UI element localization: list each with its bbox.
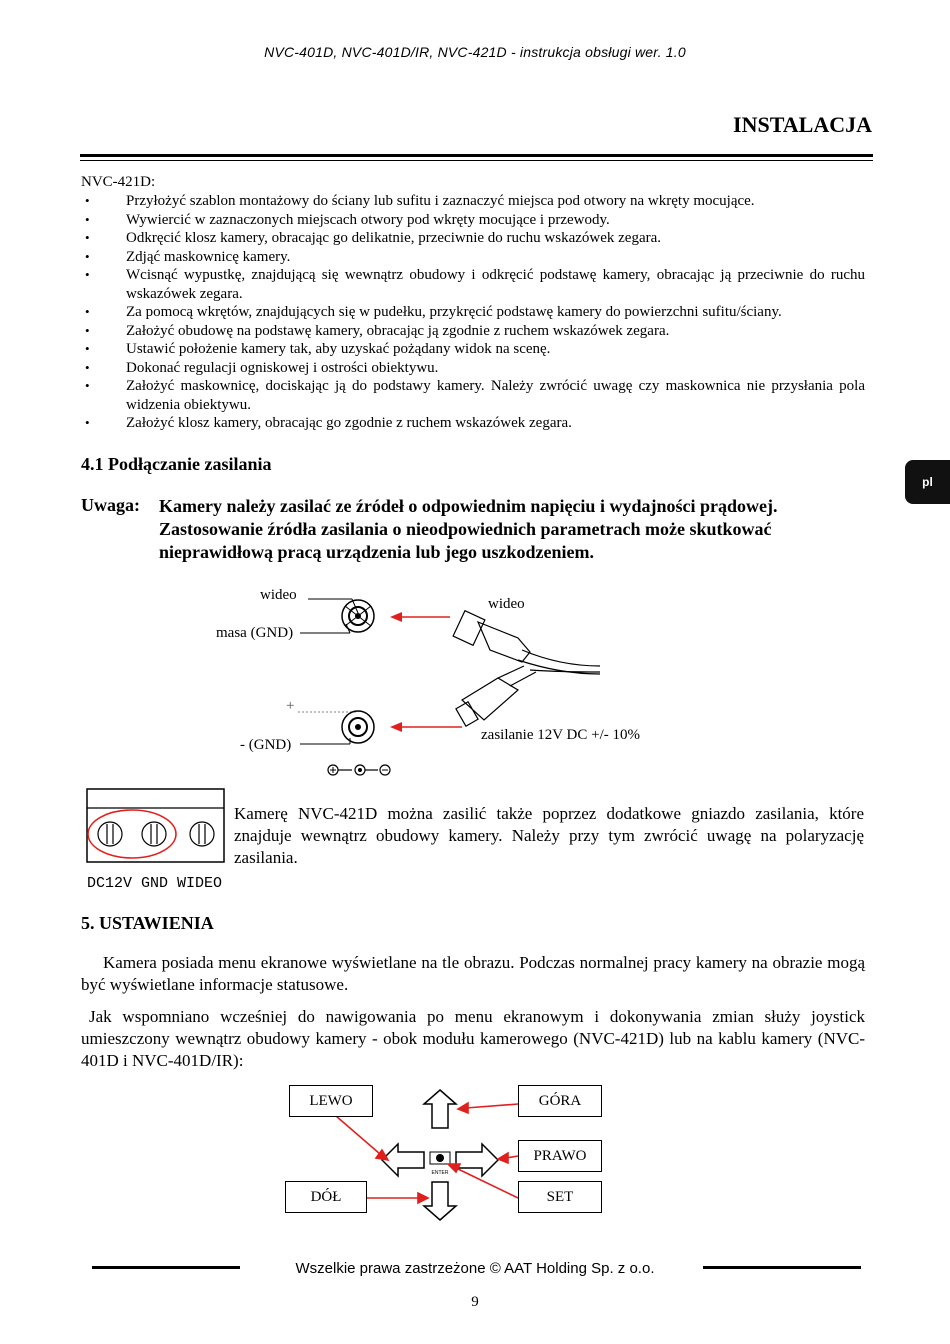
- label-up: GÓRA: [518, 1085, 602, 1117]
- list-item: • Wywiercić w zaznaczonych miejscach otwory pod wkręty mocujące i przewody.: [81, 211, 865, 230]
- header-rule-thick: [80, 154, 873, 157]
- list-item: • Ustawić położenie kamery tak, aby uzyskać pożądany widok na scenę.: [81, 340, 865, 359]
- label-video-right: wideo: [488, 596, 525, 612]
- polarity-symbol-icon: [328, 765, 390, 775]
- label-down: DÓŁ: [285, 1181, 367, 1213]
- label-gnd-bottom: - (GND): [240, 737, 292, 753]
- settings-heading: 5. USTAWIENIA: [81, 913, 214, 933]
- terminal-label: DC12V GND WIDEO: [87, 875, 223, 892]
- list-item: • Wcisnąć wypustkę, znajdującą się wewnątrz obudowy i odkręcić podstawę kamery, obracając ją przeciwnie do ruchu wskazówek zegara.: [81, 266, 865, 303]
- label-set: SET: [518, 1181, 602, 1213]
- page-number: 9: [471, 1294, 479, 1310]
- list-item: • Zdjąć maskownicę kamery.: [81, 248, 865, 267]
- section-title: INSTALACJA: [733, 112, 872, 137]
- arrow-up-icon: [424, 1090, 456, 1128]
- list-item: • Dokonać regulacji ogniskowej i ostrości obiektywu.: [81, 359, 865, 378]
- settings-paragraph-2: Jak wspomniano wcześniej do nawigowania po menu ekranowym i dokonywania zmian służy joystick umieszczony wewnątrz obudowy kamery - obok modułu kamerowego (NVC-421D) lub na kablu kamery (NVC-401D i NVC-401D/IR):: [81, 1007, 865, 1070]
- list-item: • Za pomocą wkrętów, znajdujących się w pudełku, przykręcić podstawę kamery do powierzchni sufitu/ściany.: [81, 303, 865, 322]
- footer-copyright: Wszelkie prawa zastrzeżone © AAT Holding Sp. z o.o.: [295, 1260, 655, 1277]
- arrow-left-icon: [390, 722, 462, 732]
- power-connector-icon: [342, 711, 374, 743]
- enter-label: ENTER: [431, 1170, 449, 1176]
- label-left: LEWO: [289, 1085, 373, 1117]
- language-tab: pl: [905, 460, 950, 504]
- list-item: • Założyć maskownicę, dociskając ją do podstawy kamery. Należy zwrócić uwagę czy maskownica nie przysłania pola widzenia obiektywu.: [81, 377, 865, 414]
- video-connector-icon: [342, 600, 374, 632]
- installation-steps: [81, 192, 865, 433]
- arrow-down-icon: [424, 1182, 456, 1220]
- list-item: • Przyłożyć szablon montażowy do ściany lub sufitu i zaznaczyć miejsca pod otwory na wkręty mocujące.: [81, 192, 865, 211]
- label-right: PRAWO: [518, 1140, 602, 1172]
- warning-text: Kamery należy zasilać ze źródeł o odpowiednim napięciu i wydajności prądowej. Zastosowanie źródła zasilania o nieodpowiednich parametrach może skutkować nieprawidłową pracą urządzenia lub jego uszkodzeniem.: [159, 496, 778, 562]
- cable-icon: [453, 611, 600, 726]
- list-item: • Założyć obudowę na podstawę kamery, obracając ją zgodnie z ruchem wskazówek zegara.: [81, 322, 865, 341]
- label-plus: +: [286, 698, 295, 714]
- settings-paragraph-1: Kamera posiada menu ekranowe wyświetlane na tle obrazu. Podczas normalnej pracy kamery na obrazie mogą być wyświetlane informacje statusowe.: [81, 953, 865, 994]
- label-gnd-top: masa (GND): [216, 625, 294, 641]
- label-video-left: wideo: [260, 587, 297, 603]
- running-header: NVC-401D, NVC-401D/IR, NVC-421D - instrukcja obsługi wer. 1.0: [264, 44, 686, 60]
- model-label: NVC-421D:: [81, 174, 156, 190]
- list-item: • Odkręcić klosz kamery, obracając go delikatnie, przeciwnie do ruchu wskazówek zegara.: [81, 229, 865, 248]
- list-item: • Założyć klosz kamery, obracając go zgodnie z ruchem wskazówek zegara.: [81, 414, 865, 433]
- header-rule-thin: [80, 160, 873, 161]
- terminal-paragraph: Kamerę NVC-421D można zasilić także poprzez dodatkowe gniazdo zasilania, które znajduje wewnątrz obudowy kamery. Należy przy tym zwrócić uwagę na polaryzację zasilania.: [234, 804, 864, 867]
- power-heading: 4.1 Podłączanie zasilania: [81, 454, 272, 474]
- warning-label: Uwaga:: [81, 495, 140, 515]
- terminal-block-icon: [86, 788, 226, 866]
- label-supply: zasilanie 12V DC +/- 10%: [481, 727, 640, 743]
- arrow-left-icon: [390, 612, 450, 622]
